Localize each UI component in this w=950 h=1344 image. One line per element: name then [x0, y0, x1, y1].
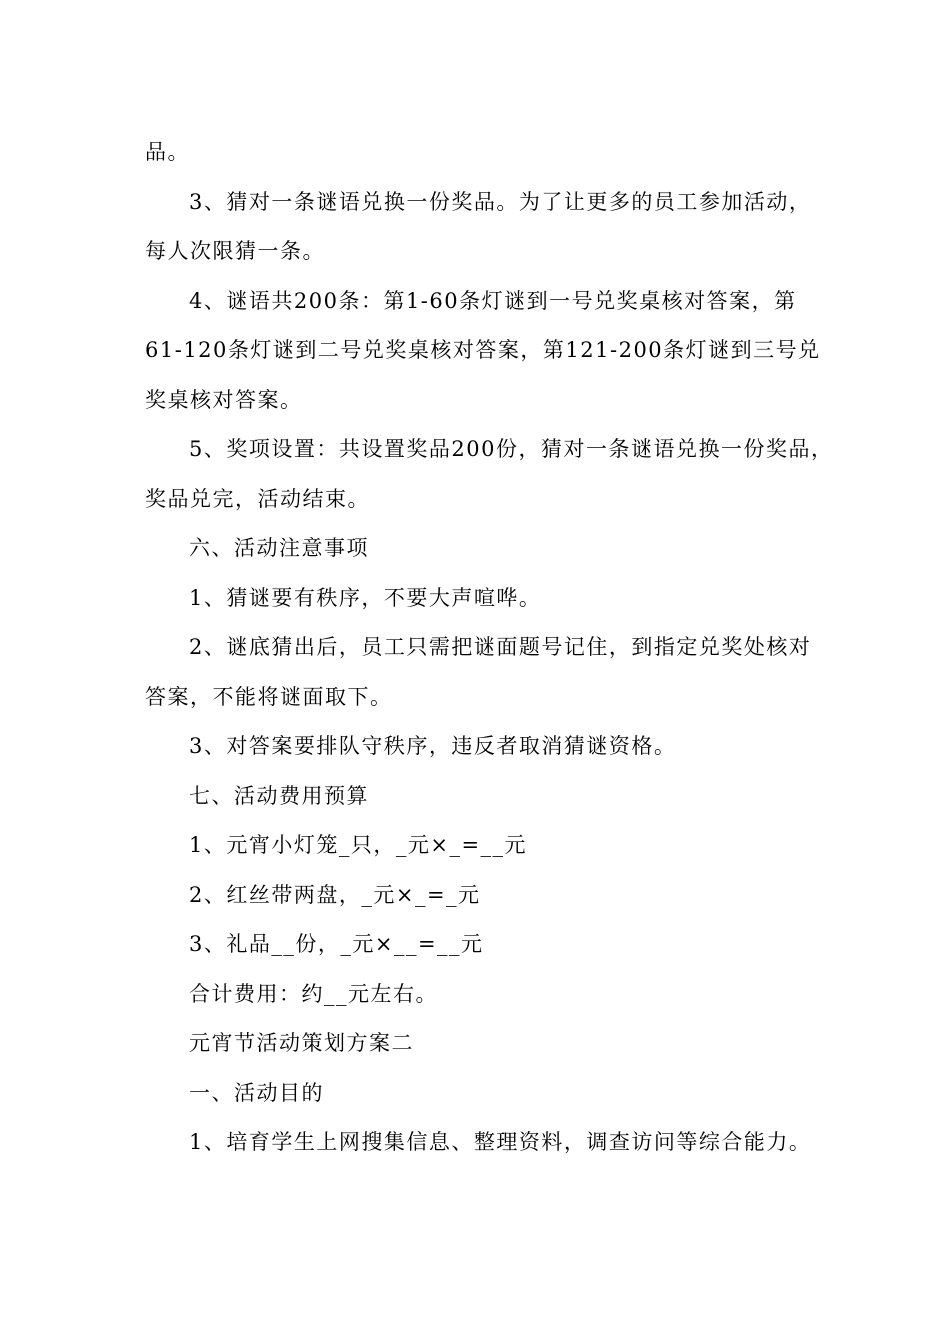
plan-title: 元宵节活动策划方案二: [189, 1031, 414, 1055]
text-line-12: 3、对答案要排队守秩序，违反者取消猜谜资格。: [189, 734, 677, 758]
text-line-10: 2、谜底猜出后，员工只需把谜面题号记住，到指定兑奖处核对: [189, 635, 812, 659]
text-line-2: 每人次限猜一条。: [145, 239, 325, 263]
budget-total: 合计费用：约__元左右。: [189, 981, 438, 1006]
text-line-5: 奖桌核对答案。: [145, 387, 303, 412]
text-line-11: 答案，不能将谜面取下。: [145, 684, 393, 709]
text-line-7: 奖品兑完，活动结束。: [145, 486, 370, 511]
text-line-1: 3、猜对一条谜语兑换一份奖品。为了让更多的员工参加活动，: [189, 189, 812, 214]
text-line-3: 4、谜语共200条：第1-60条灯谜到一号兑奖桌核对答案，第: [189, 288, 797, 313]
budget-line-3: 3、礼品__份，_元×__=__元: [189, 932, 484, 956]
budget-line-2: 2、红丝带两盘，_元×_=_元: [189, 882, 481, 907]
budget-line-1: 1、元宵小灯笼_只，_元×_=__元: [189, 833, 528, 857]
text-line-0: 品。: [145, 140, 190, 164]
document-body: [145, 128, 834, 1168]
text-line-9: 1、猜谜要有秩序，不要大声喧哗。: [189, 585, 542, 610]
section-heading: 一、活动目的: [189, 1080, 324, 1105]
text-line-20: 1、培育学生上网搜集信息、整理资料，调查访问等综合能力。: [189, 1130, 812, 1154]
section-heading: 六、活动注意事项: [189, 536, 369, 560]
section-heading: 七、活动费用预算: [189, 783, 369, 808]
text-line-4: 61-120条灯谜到二号兑奖桌核对答案，第121-200条灯谜到三号兑: [145, 338, 821, 362]
text-line-6: 5、奖项设置：共设置奖品200份，猜对一条谜语兑换一份奖品，: [189, 437, 834, 461]
